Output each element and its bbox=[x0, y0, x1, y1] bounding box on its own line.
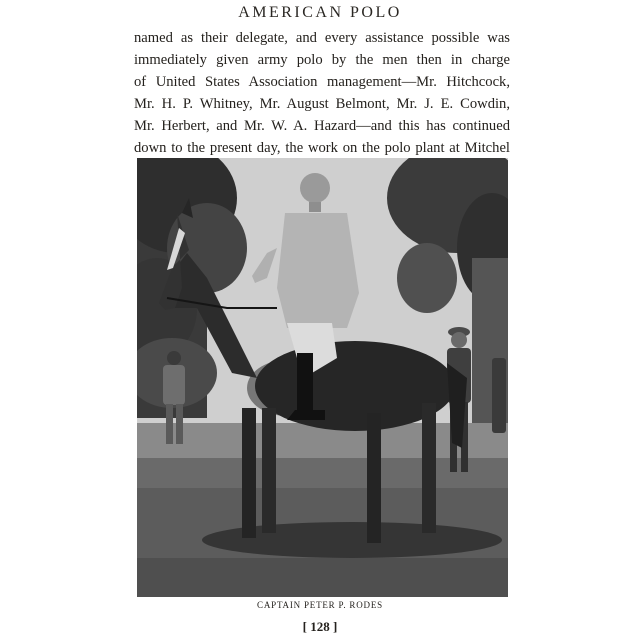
body-line: down to the present day, the work on the polo plant at Mitchel bbox=[134, 140, 510, 156]
bystander-far-right bbox=[492, 358, 506, 433]
photograph bbox=[137, 158, 508, 597]
running-head: AMERICAN POLO bbox=[238, 4, 402, 21]
page-number: [ 128 ] bbox=[302, 619, 338, 634]
body-line: Mr. Herbert, and Mr. W. A. Hazard—and this has continued bbox=[134, 118, 510, 134]
body-line: Mr. H. P. Whitney, Mr. August Belmont, Mr. J. E. Cowdin, bbox=[134, 96, 510, 112]
body-line: immediately given army polo by the men then in charge bbox=[134, 52, 510, 68]
photo-caption: CAPTAIN PETER P. RODES bbox=[257, 600, 383, 610]
body-text bbox=[134, 27, 510, 159]
body-line: named as their delegate, and every assistance possible was bbox=[134, 30, 510, 46]
body-line: of United States Association management—Mr. Hitchcock, bbox=[134, 74, 510, 90]
